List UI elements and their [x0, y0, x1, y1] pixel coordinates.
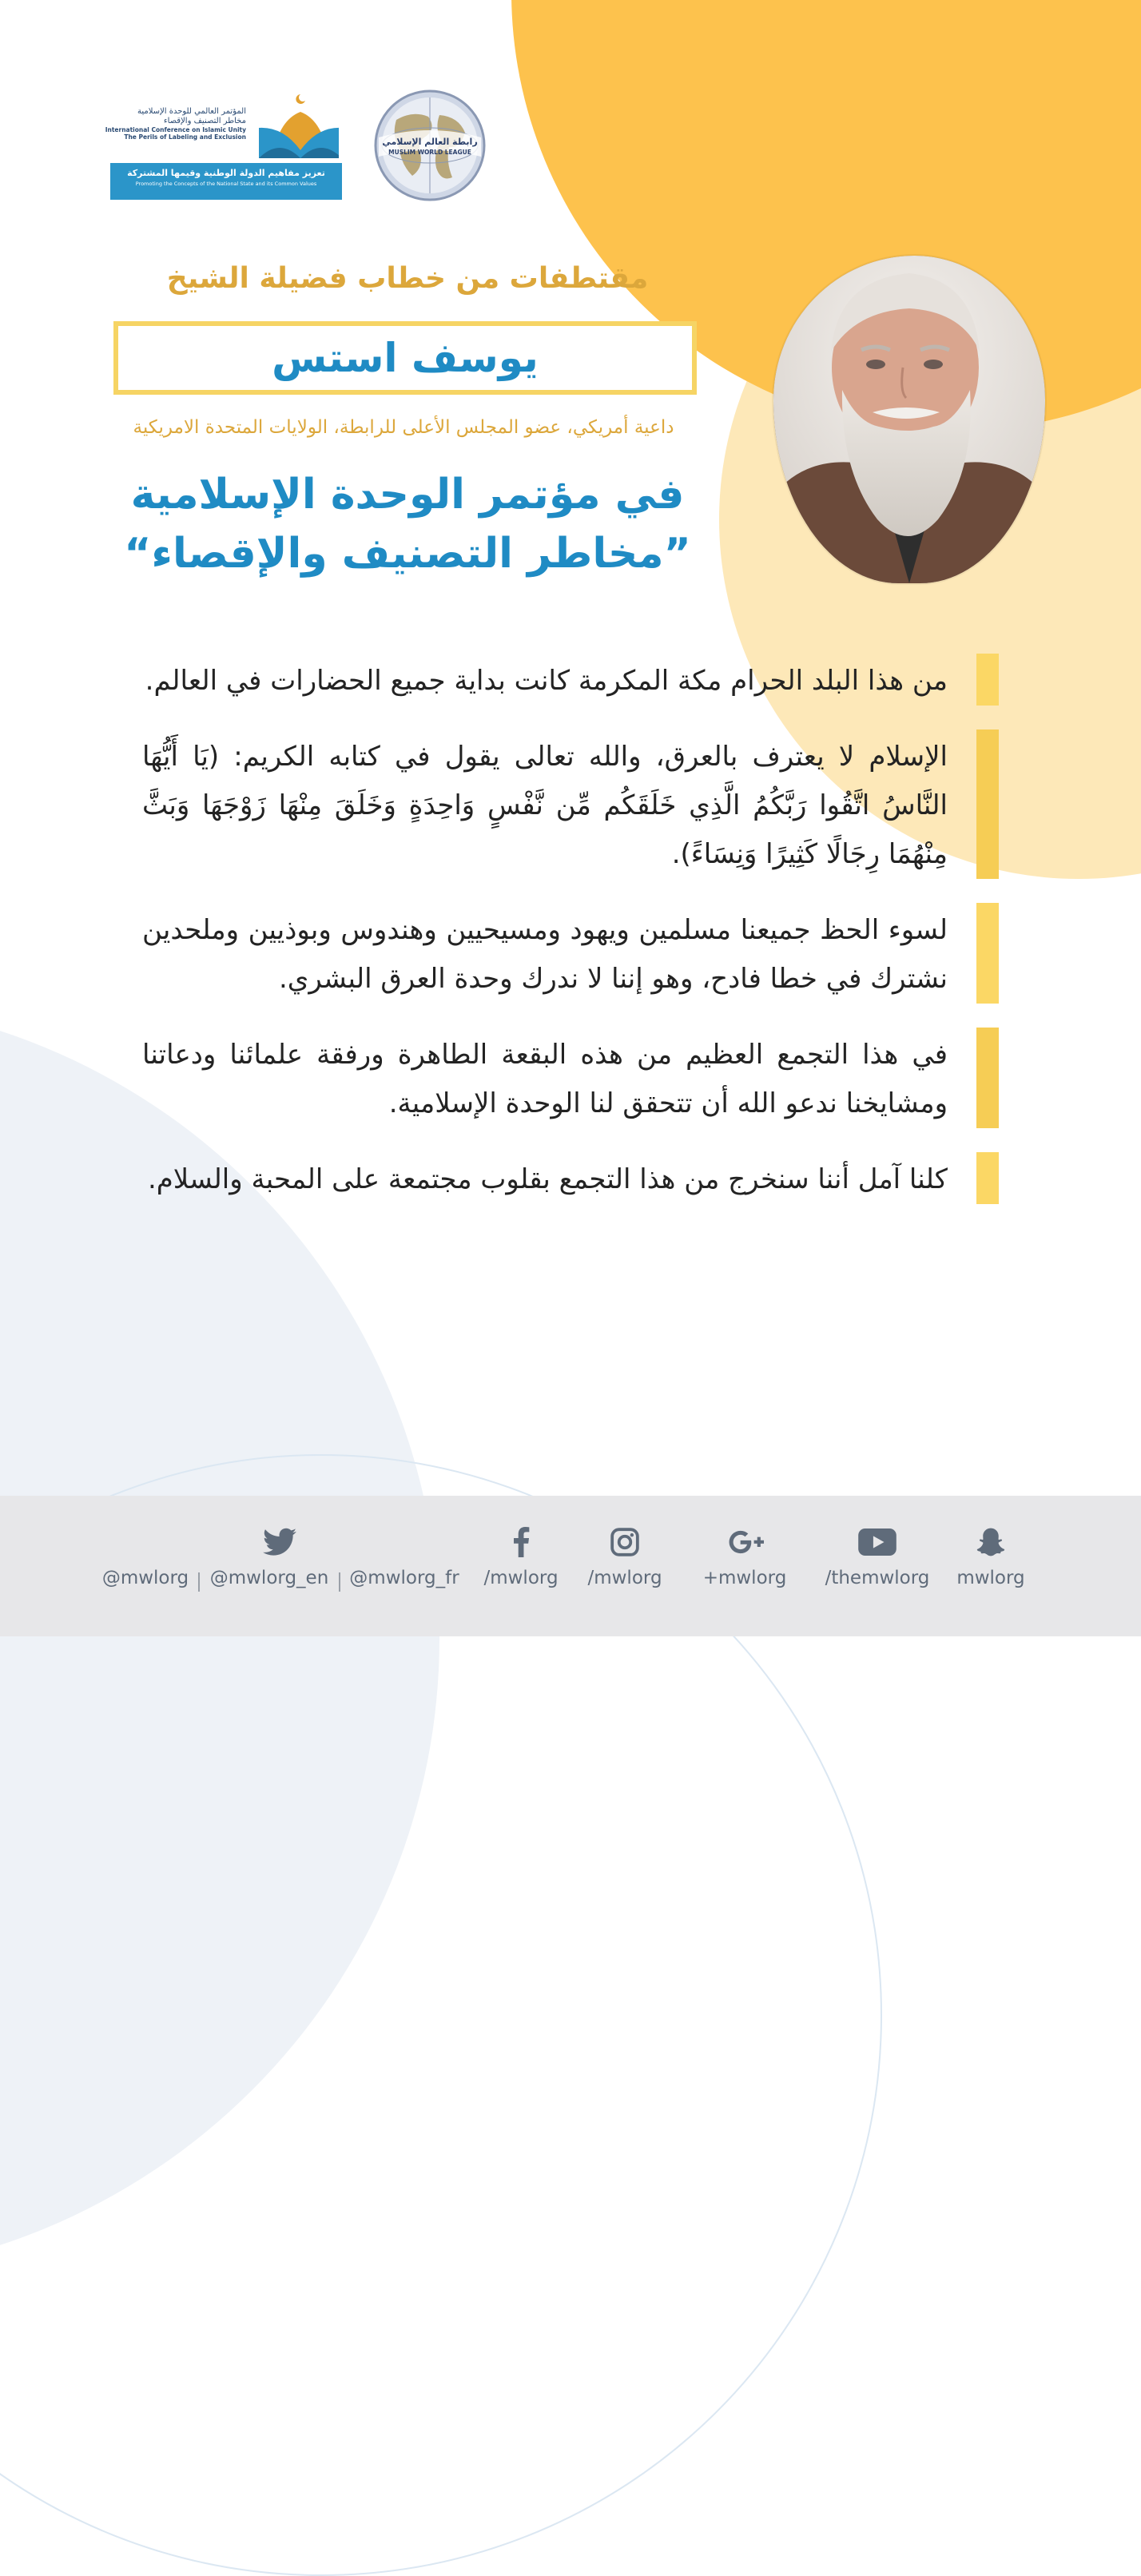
youtube-group — [837, 1496, 917, 1636]
instagram-handle[interactable]: /mwlorg — [587, 1568, 662, 1588]
googleplus-group — [708, 1496, 788, 1636]
speaker-portrait — [773, 256, 1045, 583]
conference-logo-band — [110, 163, 342, 200]
quote-bar — [976, 729, 999, 879]
snapchat-group — [951, 1496, 1031, 1636]
quote-text: لسوء الحظ جميعنا مسلمين ويهود ومسيحيين وهندوس وبوذيين وملحدين نشترك في خطا فادح، وهو إننا لا ندرك وحدة العرق البشري. — [142, 914, 948, 995]
speaker-portrait-illustration — [773, 256, 1045, 583]
conference-slogan-ar: تعزيز مفاهيم الدولة الوطنية وقيمها المشتركة — [127, 168, 325, 178]
quote-bar — [976, 654, 999, 706]
quote-item — [142, 903, 999, 1004]
conference-theme-ar: مخاطر التصنيف والإقصاء — [163, 117, 246, 125]
instagram-icon[interactable] — [606, 1523, 644, 1561]
twitter-handle-fr[interactable]: @mwlorg_fr — [349, 1568, 459, 1588]
conference-name-en: International Conference on Islamic Unity — [105, 126, 246, 133]
quote-item — [142, 654, 999, 706]
twitter-icon[interactable] — [260, 1523, 299, 1561]
quote-item — [142, 1028, 999, 1128]
youtube-handle[interactable]: /themwlorg — [825, 1568, 930, 1588]
conference-name-ar: المؤتمر العالمي للوحدة الإسلامية — [137, 107, 246, 116]
conference-dome-icon — [259, 89, 339, 163]
separator — [339, 1572, 340, 1592]
conference-title — [120, 465, 695, 583]
conference-title-line2: ”مخاطر التصنيف والإقصاء“ — [124, 530, 691, 578]
conference-theme-en: The Perils of Labeling and Exclusion — [124, 133, 246, 141]
twitter-handle-en[interactable]: @mwlorg_en — [209, 1568, 329, 1588]
speaker-name-box — [113, 321, 697, 395]
snapchat-handle[interactable]: mwlorg — [956, 1568, 1025, 1588]
mwl-globe-logo — [372, 88, 487, 203]
quote-bar — [976, 903, 999, 1004]
conference-logo-top — [105, 89, 342, 163]
twitter-handle-main[interactable]: @mwlorg — [101, 1568, 189, 1588]
quotes-list — [142, 654, 999, 1228]
quote-bar — [976, 1152, 999, 1204]
quote-text: في هذا التجمع العظيم من هذه البقعة الطاهرة ورفقة علمائنا ودعاتنا ومشايخنا ندعو الله أن تتحقق لنا الوحدة الإسلامية. — [142, 1039, 948, 1119]
conference-logo-text — [105, 107, 246, 141]
googleplus-handle[interactable]: +mwlorg — [702, 1568, 787, 1588]
snapchat-icon[interactable] — [972, 1523, 1010, 1561]
conference-title-line1: في مؤتمر الوحدة الإسلامية — [130, 471, 685, 519]
mwl-name-en: MUSLIM WORLD LEAGUE — [388, 149, 471, 156]
instagram-group — [585, 1496, 665, 1636]
speaker-bio: داعية أمريكي، عضو المجلس الأعلى للرابطة، الولايات المتحدة الامريكية — [133, 417, 674, 438]
conference-slogan-en: Promoting the Concepts of the National State and its Common Values — [135, 181, 317, 187]
mwl-name-ar: رابطة العالم الإسلامي — [382, 137, 478, 147]
quote-bar — [976, 1028, 999, 1128]
facebook-group — [481, 1496, 561, 1636]
googleplus-icon[interactable] — [729, 1523, 767, 1561]
quote-item — [142, 1152, 999, 1204]
twitter-group — [240, 1496, 320, 1636]
quote-text: كلنا آمل أننا سنخرج من هذا التجمع بقلوب مجتمعة على المحبة والسلام. — [147, 1163, 948, 1195]
speaker-name: يوسف استس — [272, 335, 539, 381]
social-footer — [0, 1496, 1141, 1636]
quote-text: الإسلام لا يعترف بالعرق، والله تعالى يقول في كتابه الكريم: (يَا أَيُّهَا النَّاسُ اتَّقُوا رَبَّكُمُ الَّذِي خَلَقَكُم مِّن نَّفْسٍ وَاحِدَةٍ وَخَلَقَ مِنْهَا زَوْجَهَا وَبَثَّ مِنْهُمَا رِجَالًا كَثِيرًا وَنِسَاءً). — [142, 741, 948, 870]
youtube-icon[interactable] — [858, 1523, 896, 1561]
facebook-icon[interactable] — [502, 1523, 540, 1561]
conference-logo — [105, 89, 342, 200]
quote-text: من هذا البلد الحرام مكة المكرمة كانت بداية جميع الحضارات في العالم. — [145, 665, 948, 697]
quote-item — [142, 729, 999, 879]
excerpts-subtitle: مقتطفات من خطاب فضيلة الشيخ — [166, 262, 649, 295]
facebook-handle[interactable]: /mwlorg — [483, 1568, 559, 1588]
separator — [198, 1572, 200, 1592]
